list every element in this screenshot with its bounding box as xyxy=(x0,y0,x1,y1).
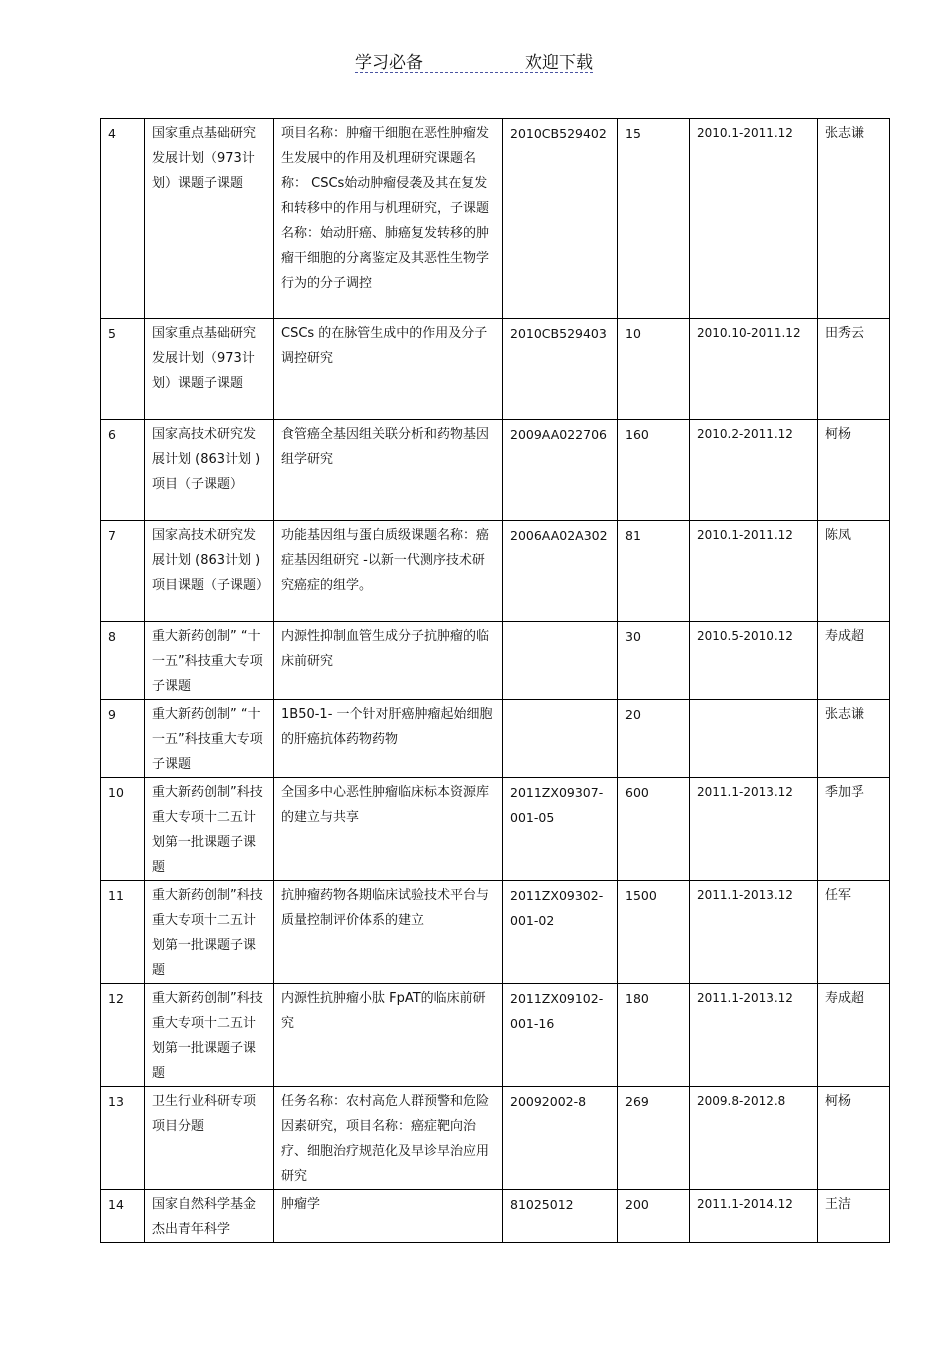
funding-source-cell: 国家高技术研究发展计划 (863计划 ) 项目（子课题） xyxy=(145,420,274,521)
project-period-cell: 2010.1-2011.12 xyxy=(690,119,818,319)
project-period-cell: 2011.1-2013.12 xyxy=(690,778,818,881)
table-row xyxy=(101,1190,890,1243)
project-period-cell: 2010.2-2011.12 xyxy=(690,420,818,521)
funding-amount-cell: 10 xyxy=(618,319,690,420)
funding-amount-cell: 269 xyxy=(618,1087,690,1190)
project-code-cell: 2011ZX09302-001-02 xyxy=(503,881,618,984)
project-title-cell: 肿瘤学 xyxy=(274,1190,503,1243)
project-title-cell: 内源性抑制血管生成分子抗肿瘤的临床前研究 xyxy=(274,622,503,700)
table-row xyxy=(101,119,890,319)
project-title-cell: 抗肿瘤药物各期临床试验技术平台与质量控制评价体系的建立 xyxy=(274,881,503,984)
funding-amount-cell: 20 xyxy=(618,700,690,778)
project-code-cell: 2011ZX09307-001-05 xyxy=(503,778,618,881)
project-code-cell: 2010CB529402 xyxy=(503,119,618,319)
project-title-cell: 食管癌全基因组关联分析和药物基因组学研究 xyxy=(274,420,503,521)
table-row xyxy=(101,521,890,622)
funding-source-cell: 卫生行业科研专项项目分题 xyxy=(145,1087,274,1190)
project-period-cell: 2011.1-2013.12 xyxy=(690,984,818,1087)
project-code-cell xyxy=(503,622,618,700)
principal-investigator-cell: 寿成超 xyxy=(818,984,890,1087)
funding-amount-cell: 200 xyxy=(618,1190,690,1243)
table-row xyxy=(101,984,890,1087)
project-period-cell: 2010.5-2010.12 xyxy=(690,622,818,700)
project-code-cell: 2006AA02A302 xyxy=(503,521,618,622)
row-number-cell: 7 xyxy=(101,521,145,622)
row-number-cell: 4 xyxy=(101,119,145,319)
funding-source-cell: 国家重点基础研究发展计划（973计划）课题子课题 xyxy=(145,319,274,420)
principal-investigator-cell: 张志谦 xyxy=(818,700,890,778)
principal-investigator-cell: 王洁 xyxy=(818,1190,890,1243)
table-row xyxy=(101,420,890,521)
funding-amount-cell: 15 xyxy=(618,119,690,319)
project-code-cell: 2010CB529403 xyxy=(503,319,618,420)
funding-amount-cell: 180 xyxy=(618,984,690,1087)
funding-source-cell: 重大新药创制”科技重大专项十二五计划第一批课题子课题 xyxy=(145,881,274,984)
project-table xyxy=(100,118,890,1243)
table-row xyxy=(101,778,890,881)
project-period-cell: 2011.1-2014.12 xyxy=(690,1190,818,1243)
project-title-cell: 全国多中心恶性肿瘤临床标本资源库的建立与共享 xyxy=(274,778,503,881)
funding-source-cell: 重大新药创制” “十一五”科技重大专项子课题 xyxy=(145,700,274,778)
project-period-cell: 2010.10-2011.12 xyxy=(690,319,818,420)
project-code-cell xyxy=(503,700,618,778)
table-row xyxy=(101,1087,890,1190)
project-code-cell: 2009AA022706 xyxy=(503,420,618,521)
table-row xyxy=(101,622,890,700)
project-code-cell: 2011ZX09102-001-16 xyxy=(503,984,618,1087)
row-number-cell: 12 xyxy=(101,984,145,1087)
page-header xyxy=(355,48,593,73)
principal-investigator-cell: 柯杨 xyxy=(818,420,890,521)
project-title-cell: 功能基因组与蛋白质级课题名称：癌症基因组研究 -以新一代测序技术研究癌症的组学。 xyxy=(274,521,503,622)
header-right-text: 欢迎下载 xyxy=(525,53,593,73)
row-number-cell: 10 xyxy=(101,778,145,881)
project-period-cell: 2009.8-2012.8 xyxy=(690,1087,818,1190)
principal-investigator-cell: 寿成超 xyxy=(818,622,890,700)
funding-amount-cell: 1500 xyxy=(618,881,690,984)
funding-amount-cell: 81 xyxy=(618,521,690,622)
row-number-cell: 9 xyxy=(101,700,145,778)
funding-source-cell: 重大新药创制” “十一五”科技重大专项子课题 xyxy=(145,622,274,700)
project-title-cell: 项目名称：肿瘤干细胞在恶性肿瘤发生发展中的作用及机理研究课题名称： CSCs始动肿瘤侵袭及其在复发和转移中的作用与机理研究，子课题名称：始动肝癌、肺癌复发转移的肿瘤干细胞的分离鉴定及其恶性生物学行为的分子调控 xyxy=(274,119,503,319)
project-title-cell: CSCs 的在脉管生成中的作用及分子调控研究 xyxy=(274,319,503,420)
principal-investigator-cell: 季加孚 xyxy=(818,778,890,881)
project-code-cell: 81025012 xyxy=(503,1190,618,1243)
funding-source-cell: 国家重点基础研究发展计划（973计划）课题子课题 xyxy=(145,119,274,319)
funding-amount-cell: 30 xyxy=(618,622,690,700)
principal-investigator-cell: 任军 xyxy=(818,881,890,984)
principal-investigator-cell: 柯杨 xyxy=(818,1087,890,1190)
project-period-cell: 2011.1-2013.12 xyxy=(690,881,818,984)
row-number-cell: 6 xyxy=(101,420,145,521)
project-period-cell: 2010.1-2011.12 xyxy=(690,521,818,622)
table-row xyxy=(101,881,890,984)
project-title-cell: 内源性抗肿瘤小肽 FpAT的临床前研究 xyxy=(274,984,503,1087)
funding-source-cell: 国家高技术研究发展计划 (863计划 ) 项目课题（子课题） xyxy=(145,521,274,622)
funding-source-cell: 国家自然科学基金杰出青年科学 xyxy=(145,1190,274,1243)
principal-investigator-cell: 田秀云 xyxy=(818,319,890,420)
project-table-body xyxy=(101,119,890,1243)
header-left-text: 学习必备 xyxy=(355,53,423,73)
table-row xyxy=(101,700,890,778)
project-title-cell: 任务名称：农村高危人群预警和危险因素研究，项目名称：癌症靶向治疗、细胞治疗规范化及早诊早治应用研究 xyxy=(274,1087,503,1190)
project-period-cell xyxy=(690,700,818,778)
row-number-cell: 5 xyxy=(101,319,145,420)
table-row xyxy=(101,319,890,420)
row-number-cell: 8 xyxy=(101,622,145,700)
principal-investigator-cell: 张志谦 xyxy=(818,119,890,319)
funding-source-cell: 重大新药创制”科技重大专项十二五计划第一批课题子课题 xyxy=(145,984,274,1087)
row-number-cell: 11 xyxy=(101,881,145,984)
funding-amount-cell: 600 xyxy=(618,778,690,881)
principal-investigator-cell: 陈凤 xyxy=(818,521,890,622)
funding-source-cell: 重大新药创制”科技重大专项十二五计划第一批课题子课题 xyxy=(145,778,274,881)
funding-amount-cell: 160 xyxy=(618,420,690,521)
row-number-cell: 13 xyxy=(101,1087,145,1190)
project-title-cell: 1B50-1- 一个针对肝癌肿瘤起始细胞的肝癌抗体药物药物 xyxy=(274,700,503,778)
project-code-cell: 20092002-8 xyxy=(503,1087,618,1190)
row-number-cell: 14 xyxy=(101,1190,145,1243)
